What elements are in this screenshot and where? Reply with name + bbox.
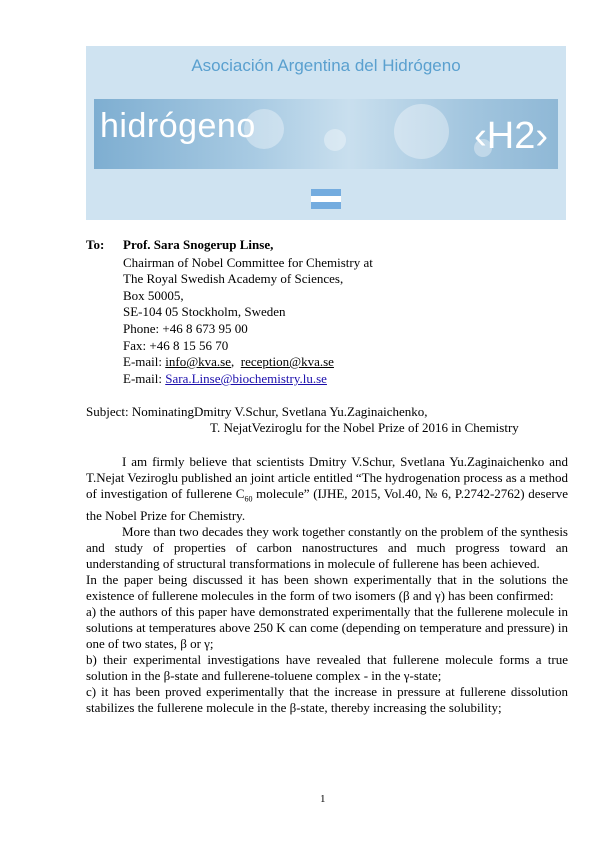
recipient-line: Phone: +46 8 673 95 00 [123,321,248,336]
paragraph: c) it has been proved experimentally that the increase in pressure at fullerene dissolution stabilizes the fullerene molecule in the β-state, thereby increasing the solubility; [86,683,568,715]
logo-strip [94,99,558,169]
paragraph: b) their experimental investigations have revealed that fullerene molecule forms a true solution in the β-state and fullerene-toluene complex - in the γ-state; [86,651,568,683]
paragraph: More than two decades they work together constantly on the problem of the synthesis and study of properties of carbon nanostructures and much progress toward an understanding of structural transformations in molecule of fullerene has been achieved. [86,523,568,571]
email-label: E-mail: [123,354,162,369]
page-number: 1 [320,793,326,805]
email-label: E-mail: [123,371,162,386]
subject-line-1 [86,404,428,420]
letter-body [86,454,568,716]
header-banner [86,46,566,220]
association-name: Asociación Argentina del Hidrógeno [191,56,461,75]
recipient-line: Box 50005, [123,288,184,303]
recipient-line: The Royal Swedish Academy of Sciences, [123,271,344,286]
paragraph: a) the authors of this paper have demonstrated experimentally that the fullerene molecule in solutions at temperatures above 250 K can come (depending on temperature and pressure) in one of two states, β or γ; [86,603,568,651]
recipient-name: Prof. Sara Snogerup Linse, [123,237,274,252]
recipient-line: Chairman of Nobel Committee for Chemistry at [123,255,373,270]
email-link-reception[interactable]: reception@kva.se [240,354,334,369]
email-line-2 [123,371,327,387]
paragraph: I am firmly believe that scientists Dmitry V.Schur, Svetlana Yu.Zaginaichenko and T.Nejat Veziroglu published an joint article entitled “The hydrogenation process as a method of investigation of fullerene $C_{60}$ molecule” (IJHE, 2015, Vol.40, № 6, P.2742-2762) deserve the Nobel Prize for Chemistry. [86,454,568,523]
subject-line-2: T. NejatVeziroglu for the Nobel Prize of 2016 in Chemistry [210,420,519,435]
argentina-flag-icon [311,189,341,209]
recipient-line: Fax: +46 8 15 56 70 [123,338,229,353]
recipient-line: SE-104 05 Stockholm, Sweden [123,304,286,319]
to-label: To: [86,237,105,252]
logo-word: hidrógeno [100,107,256,145]
paragraph: In the paper being discussed it has been shown experimentally that in the solutions the existence of fullerene molecules in the form of two isomers (β and γ) has been confirmed: [86,571,568,603]
subject-prefix: Subject: Nominating [86,404,194,419]
email-link-info[interactable]: info@kva.se [165,354,232,369]
subject-nominees: Dmitry V.Schur, Svetlana Yu.Zaginaichenko, [193,404,428,419]
email-line-1: E-mail: info@kva.se, reception@kva.se [123,354,334,369]
logo-symbol: ‹H2› [474,115,548,157]
email-link-linse[interactable]: Sara.Linse@biochemistry.lu.se [165,371,327,386]
